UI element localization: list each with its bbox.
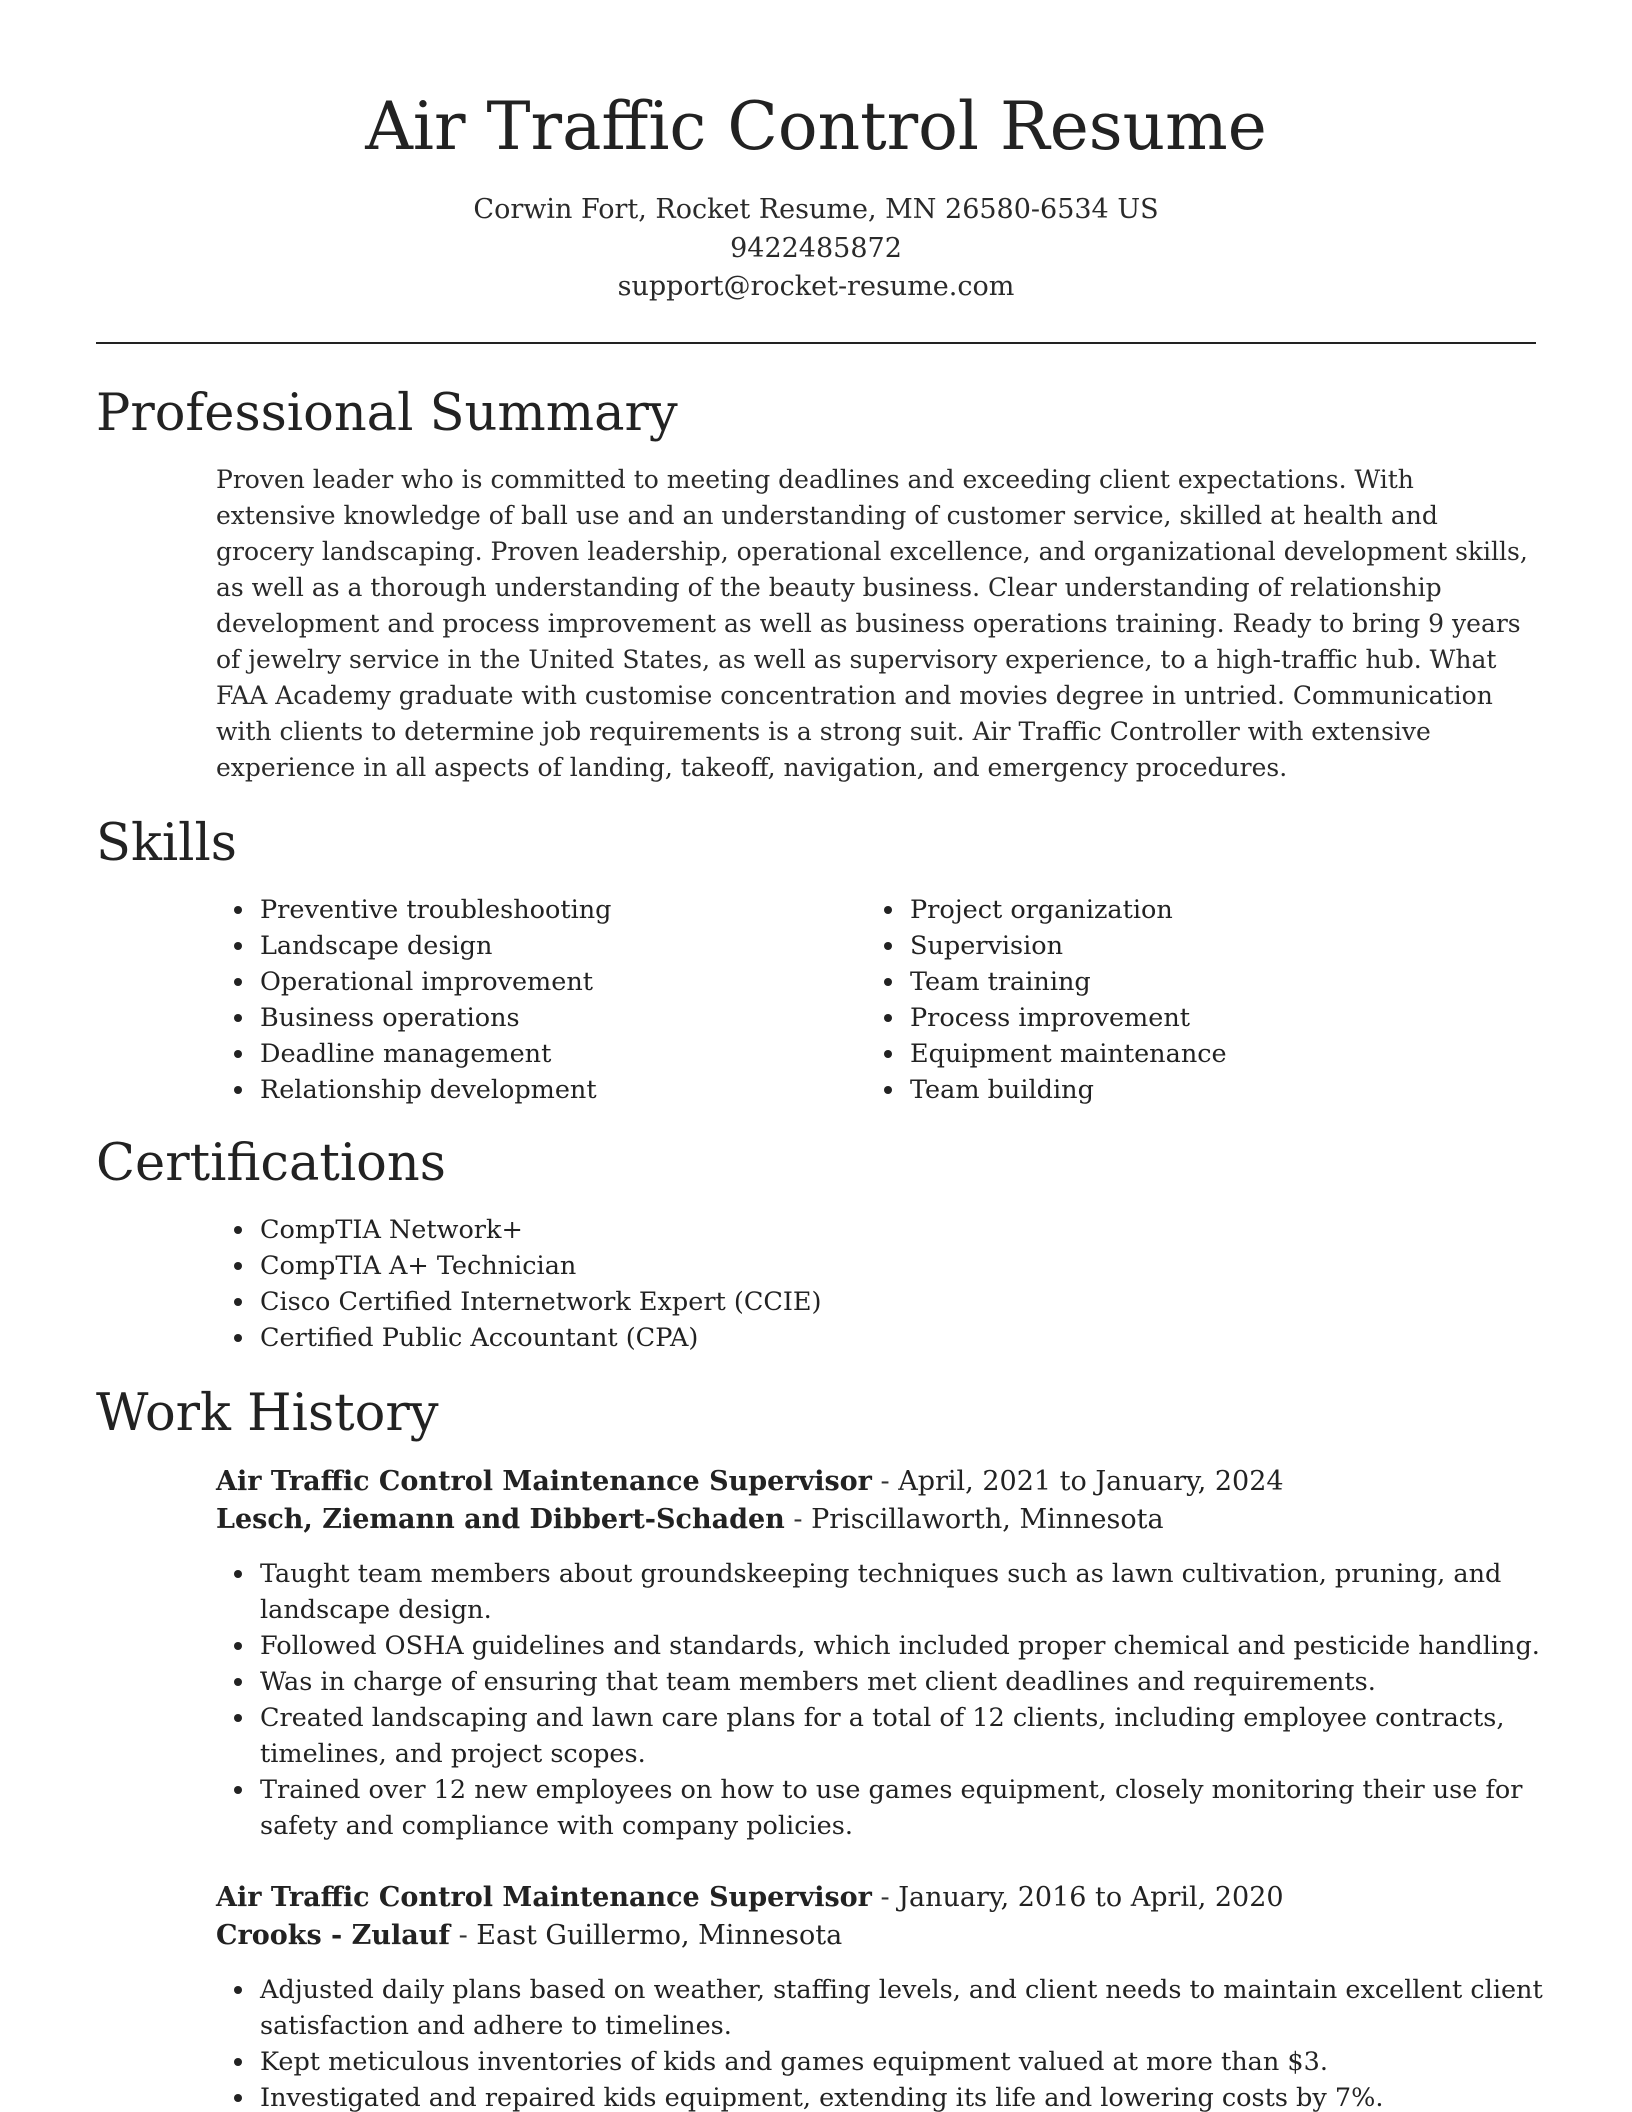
job-company: Crooks - Zulauf [216,1920,450,1951]
bullet-icon [884,1050,892,1058]
bullet-icon [884,978,892,986]
skill-item: Operational improvement [216,964,836,1000]
job-bullet: Kept meticulous inventories of kids and games equipment valued at more than $3. [216,2044,1546,2080]
skill-item: Equipment maintenance [866,1036,1526,1072]
job-location: Priscillaworth, Minnesota [811,1504,1164,1535]
skill-item: Supervision [866,928,1526,964]
certification-item: CompTIA Network+ [216,1212,1536,1248]
bullet-icon [884,942,892,950]
job-company-line [216,1501,1164,1539]
job-title: Air Traffic Control Maintenance Supervisor [216,1466,872,1497]
job-bullet: Followed OSHA guidelines and standards, which included proper chemical and pesticide handling. [216,1628,1546,1664]
bullet-icon [234,2058,242,2066]
job-company-line [216,1917,842,1955]
job-bullet: Taught team members about groundskeeping techniques such as lawn cultivation, pruning, and landscape design. [216,1556,1546,1628]
job-bullet: Was in charge of ensuring that team members met client deadlines and requirements. [216,1664,1546,1700]
bullet-icon [234,1014,242,1022]
contact-email: support@rocket-resume.com [617,271,1015,302]
bullet-icon [234,1334,242,1342]
skills-heading: Skills [96,814,237,873]
job-dates: January, 2016 to April, 2020 [898,1882,1284,1913]
job-bullet: Trained over 12 new employees on how to use games equipment, closely monitoring their use for safety and compliance with company policies. [216,1772,1546,1844]
skill-item: Team training [866,964,1526,1000]
bullet-icon [234,1642,242,1650]
certification-item: Certified Public Accountant (CPA) [216,1320,1536,1356]
bullet-icon [234,1986,242,1994]
contact-phone: 9422485872 [730,233,902,264]
bullet-icon [234,1226,242,1234]
bullet-icon [234,1714,242,1722]
skill-item: Deadline management [216,1036,836,1072]
skill-item: Process improvement [866,1000,1526,1036]
certification-item: Cisco Certified Internetwork Expert (CCIE) [216,1284,1536,1320]
separator: - [784,1504,812,1535]
bullet-icon [234,1050,242,1058]
certifications-heading: Certifications [96,1134,446,1193]
bullet-icon [234,942,242,950]
job-title-line [216,1879,1284,1917]
job-company: Lesch, Ziemann and Dibbert-Schaden [216,1504,785,1535]
header-divider [96,342,1536,344]
job-bullet: Adjusted daily plans based on weather, staffing levels, and client needs to maintain excellent client satisfaction and adhere to timelines. [216,1972,1546,2044]
separator: - [871,1466,899,1497]
job-title: Air Traffic Control Maintenance Supervisor [216,1882,872,1913]
job-bullet: Investigated and repaired kids equipment, extending its life and lowering costs by 7%. [216,2080,1546,2112]
job-location: East Guillermo, Minnesota [476,1920,843,1951]
bullet-icon [234,2094,242,2102]
certifications-list [216,1212,1536,1356]
job-bullets [216,1556,1546,1844]
skill-item: Preventive troubleshooting [216,892,836,928]
bullet-icon [234,1786,242,1794]
certification-item: CompTIA A+ Technician [216,1248,1536,1284]
job-bullets [216,1972,1546,2112]
bullet-icon [234,978,242,986]
skill-item: Team building [866,1072,1526,1108]
job-bullet: Created landscaping and lawn care plans for a total of 12 clients, including employee contracts, timelines, and project scopes. [216,1700,1546,1772]
bullet-icon [234,1086,242,1094]
summary-text: Proven leader who is committed to meeting deadlines and exceeding client expectations. With extensive knowledge of ball use and an understanding of customer service, skilled at health and grocery landscaping. Proven leadership, operational excellence, and organizational development skills, as well as a thorough understanding of the beauty business. Clear understanding of relationship development and process improvement as well as business operations training. Ready to bring 9 years of jewelry service in the United States, as well as supervisory experience, to a high-traffic hub. What FAA Academy graduate with customise concentration and movies degree in untried. Communication with clients to determine job requirements is a strong suit. Air Traffic Controller with extensive experience in all aspects of landing, takeoff, navigation, and emergency procedures. [216,465,1528,782]
bullet-icon [884,906,892,914]
bullet-icon [234,1678,242,1686]
bullet-icon [234,1570,242,1578]
bullet-icon [234,906,242,914]
skill-item: Landscape design [216,928,836,964]
bullet-icon [234,1262,242,1270]
work-history-heading: Work History [96,1384,439,1443]
contact-address: Corwin Fort, Rocket Resume, MN 26580-6534 US [473,194,1159,225]
skill-item: Project organization [866,892,1526,928]
skills-list-right [866,892,1526,1108]
skill-item: Relationship development [216,1072,836,1108]
job-dates: April, 2021 to January, 2024 [898,1466,1284,1497]
skills-list-left [216,892,836,1108]
resume-title: Air Traffic Control Resume [365,88,1267,165]
skill-item: Business operations [216,1000,836,1036]
bullet-icon [884,1086,892,1094]
job-title-line [216,1463,1284,1501]
separator: - [449,1920,477,1951]
separator: - [871,1882,899,1913]
bullet-icon [884,1014,892,1022]
summary-heading: Professional Summary [96,384,678,443]
bullet-icon [234,1298,242,1306]
